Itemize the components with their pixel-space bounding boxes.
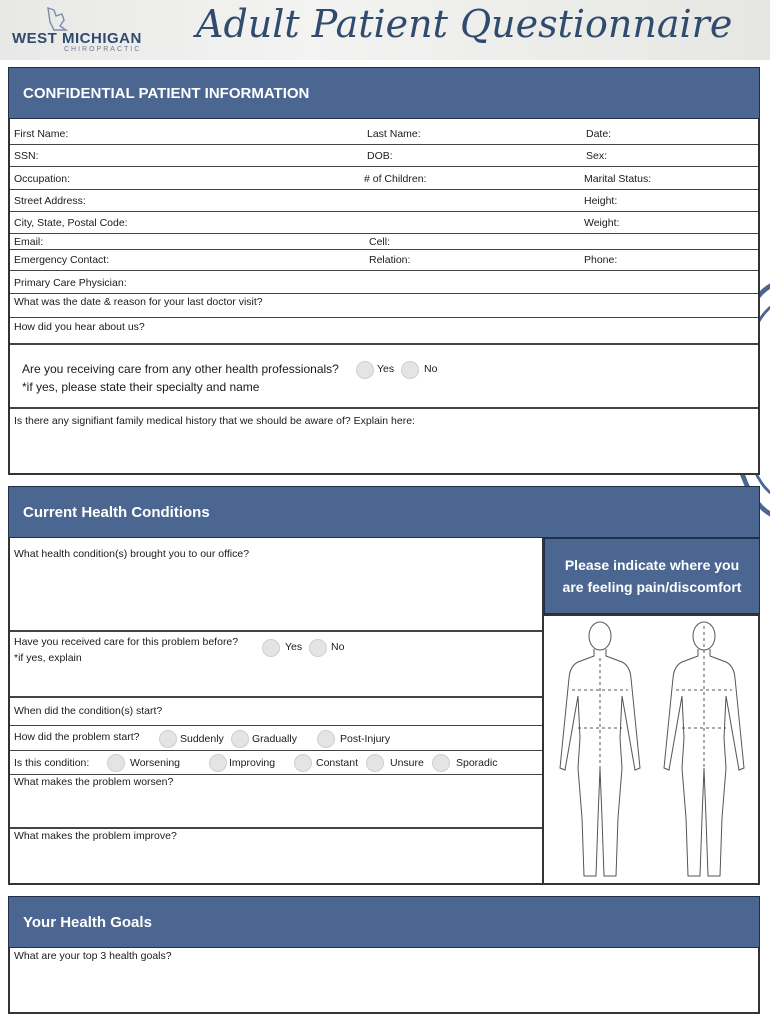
patient-info-heading: CONFIDENTIAL PATIENT INFORMATION: [8, 67, 760, 119]
other-care-no-label: No: [424, 363, 438, 375]
other-care-no-radio[interactable]: [401, 361, 419, 379]
goals-heading: Your Health Goals: [8, 896, 760, 948]
how-start-question: How did the problem start?: [14, 731, 140, 743]
last-visit-field[interactable]: What was the date & reason for your last doctor visit?: [14, 296, 263, 308]
marital-status-field[interactable]: Marital Status:: [584, 173, 652, 185]
worsen-field[interactable]: What makes the problem worsen?: [14, 776, 174, 788]
city-state-field[interactable]: City, State, Postal Code:: [14, 217, 128, 229]
occupation-field[interactable]: Occupation:: [14, 173, 71, 185]
phone-field[interactable]: Phone:: [584, 254, 618, 266]
unsure-radio[interactable]: [366, 754, 384, 772]
sporadic-label: Sporadic: [456, 757, 498, 769]
other-care-question: Are you receiving care from any other health professionals?: [22, 362, 339, 376]
suddenly-label: Suddenly: [180, 733, 224, 745]
children-field[interactable]: # of Children:: [364, 173, 427, 185]
body-diagram-box: [544, 614, 760, 885]
worsening-label: Worsening: [130, 757, 180, 769]
body-diagram-front-icon[interactable]: [550, 618, 650, 883]
body-diagram-back-icon[interactable]: [654, 618, 754, 883]
other-care-yes-radio[interactable]: [356, 361, 374, 379]
logo-subtext: CHIROPRACTIC: [64, 46, 142, 53]
brought-you-field[interactable]: What health condition(s) brought you to our office?: [14, 548, 250, 560]
worsening-radio[interactable]: [107, 754, 125, 772]
when-start-field[interactable]: When did the condition(s) start?: [14, 705, 163, 717]
sex-field[interactable]: Sex:: [586, 150, 608, 162]
dob-field[interactable]: DOB:: [367, 150, 393, 162]
improve-field[interactable]: What makes the problem improve?: [14, 830, 177, 842]
other-care-yes-label: Yes: [377, 363, 395, 375]
received-care-note: *if yes, explain: [14, 652, 82, 664]
logo-text: WEST MICHIGAN: [12, 30, 142, 47]
top-goals-field[interactable]: What are your top 3 health goals?: [14, 950, 172, 962]
improving-radio[interactable]: [209, 754, 227, 772]
suddenly-radio[interactable]: [159, 730, 177, 748]
street-address-field[interactable]: Street Address:: [14, 195, 86, 207]
hear-about-field[interactable]: How did you hear about us?: [14, 321, 145, 333]
weight-field[interactable]: Weight:: [584, 217, 620, 229]
relation-field[interactable]: Relation:: [369, 254, 411, 266]
received-care-yes-radio[interactable]: [262, 639, 280, 657]
other-care-note: *if yes, please state their specialty and name: [22, 380, 260, 394]
page-title: Adult Patient Questionnaire: [196, 2, 733, 46]
unsure-label: Unsure: [390, 757, 424, 769]
is-condition-question: Is this condition:: [14, 757, 90, 769]
improving-label: Improving: [229, 757, 276, 769]
date-field[interactable]: Date:: [586, 128, 612, 140]
sporadic-radio[interactable]: [432, 754, 450, 772]
constant-label: Constant: [316, 757, 359, 769]
first-name-field[interactable]: First Name:: [14, 128, 69, 140]
pain-heading-box: [544, 538, 760, 614]
pain-heading: Please indicate where you are feeling pain/discomfort: [562, 557, 742, 595]
family-history-field[interactable]: Is there any signifiant family medical history that we should be aware of? Explain here:: [14, 415, 415, 427]
email-field[interactable]: Email:: [14, 236, 44, 248]
received-care-yes-label: Yes: [285, 641, 303, 653]
received-care-no-label: No: [331, 641, 345, 653]
height-field[interactable]: Height:: [584, 195, 618, 207]
gradually-label: Gradually: [252, 733, 297, 745]
received-care-question: Have you received care for this problem before?: [14, 636, 239, 648]
constant-radio[interactable]: [294, 754, 312, 772]
primary-physician-field[interactable]: Primary Care Physician:: [14, 277, 127, 289]
last-name-field[interactable]: Last Name:: [367, 128, 421, 140]
gradually-radio[interactable]: [231, 730, 249, 748]
post-injury-radio[interactable]: [317, 730, 335, 748]
ssn-field[interactable]: SSN:: [14, 150, 39, 162]
cell-field[interactable]: Cell:: [369, 236, 391, 248]
received-care-no-radio[interactable]: [309, 639, 327, 657]
emergency-contact-field[interactable]: Emergency Contact:: [14, 254, 110, 266]
conditions-heading: Current Health Conditions: [8, 486, 760, 538]
post-injury-label: Post-Injury: [340, 733, 391, 745]
